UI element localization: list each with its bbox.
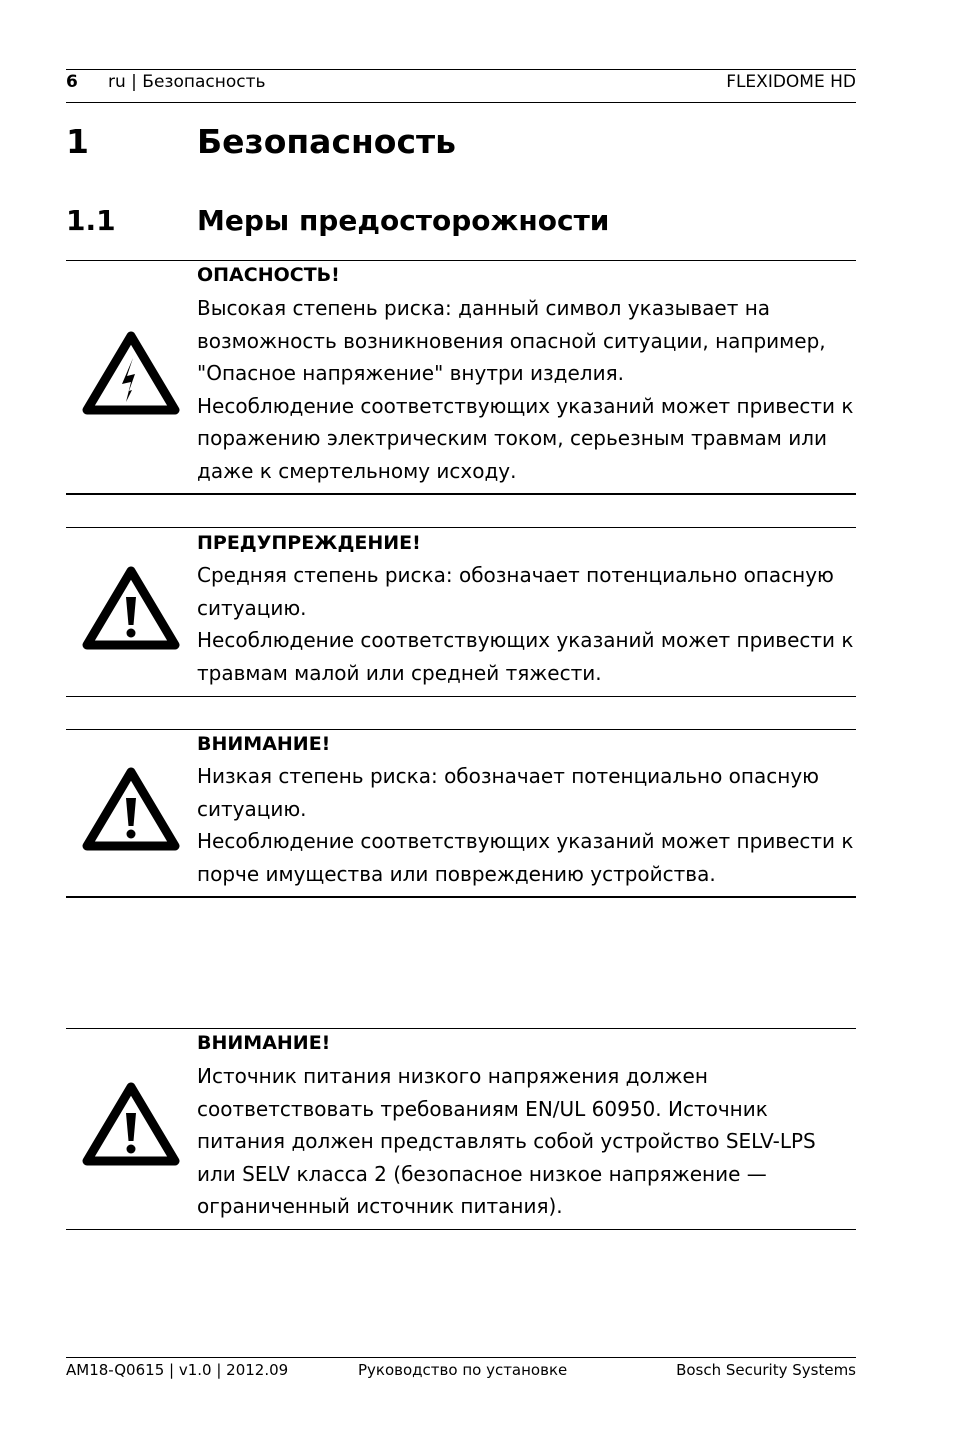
- notice-bottom-rule: [66, 493, 856, 495]
- notice-line: Несоблюдение соответствующих указаний может привести к: [197, 829, 854, 854]
- document-id: AM18-Q0615 | v1.0 | 2012.09: [66, 1361, 289, 1379]
- notice-bottom-rule: [66, 896, 856, 898]
- notice-line: питания должен представлять собой устройство SELV-LPS: [197, 1129, 816, 1154]
- notice-line: ситуацию.: [197, 796, 307, 821]
- section-number: 1.1: [66, 204, 116, 237]
- notice-line: соответствовать требованиям EN/UL 60950. Источник: [197, 1096, 768, 1121]
- notice-line: порче имущества или повреждению устройства.: [197, 861, 716, 886]
- notice-line: ограниченный источник питания).: [197, 1194, 563, 1219]
- header-top-rule: [66, 69, 856, 70]
- notice-body: [197, 559, 857, 689]
- notice-line: даже к смертельному исходу.: [197, 458, 517, 483]
- notice-line: Средняя степень риска: обозначает потенциально опасную: [197, 563, 834, 587]
- notice-top-rule: [66, 527, 856, 528]
- company-name: Bosch Security Systems: [676, 1361, 856, 1379]
- notice-line: Источник питания низкого напряжения должен: [197, 1064, 708, 1088]
- notice-body: [197, 760, 857, 890]
- section-title: Меры предосторожности: [197, 204, 610, 237]
- notice-bottom-rule: [66, 696, 856, 697]
- notice-line: возможность возникновения опасной ситуации, например,: [197, 328, 826, 353]
- notice-line: Низкая степень риска: обозначает потенциально опасную: [197, 764, 819, 788]
- page-number: 6: [66, 72, 78, 92]
- notice-line: Несоблюдение соответствующих указаний может привести к: [197, 393, 854, 418]
- footer-rule: [66, 1357, 856, 1358]
- notice-line: Высокая степень риска: данный символ указывает на: [197, 296, 771, 320]
- notice-title: ВНИМАНИЕ!: [197, 1032, 331, 1054]
- notice-body: [197, 292, 857, 488]
- notice-top-rule: [66, 729, 856, 730]
- notice-title: ПРЕДУПРЕЖДЕНИЕ!: [197, 532, 421, 554]
- product-name: FLEXIDOME HD: [726, 72, 856, 92]
- notice-title: ОПАСНОСТЬ!: [197, 264, 340, 286]
- notice-line: поражению электрическим током, серьезным травмам или: [197, 426, 827, 451]
- breadcrumb: ru | Безопасность: [108, 72, 266, 92]
- notice-line: Несоблюдение соответствующих указаний может привести к: [197, 628, 854, 653]
- notice-line: ситуацию.: [197, 595, 307, 620]
- caution-icon: [80, 1079, 182, 1169]
- header-bottom-rule: [66, 102, 856, 103]
- caution-icon: [80, 764, 182, 854]
- notice-title: ВНИМАНИЕ!: [197, 733, 331, 755]
- notice-line: травмам малой или средней тяжести.: [197, 660, 602, 685]
- notice-body: [197, 1060, 857, 1223]
- high-voltage-icon: [80, 328, 182, 418]
- notice-line: "Опасное напряжение" внутри изделия.: [197, 361, 624, 386]
- notice-bottom-rule: [66, 1229, 856, 1230]
- document-type: Руководство по установке: [358, 1361, 568, 1379]
- chapter-number: 1: [66, 122, 89, 161]
- notice-line: или SELV класса 2 (безопасное низкое напряжение —: [197, 1161, 767, 1186]
- notice-top-rule: [66, 1028, 856, 1029]
- chapter-title: Безопасность: [197, 122, 457, 161]
- warning-icon: [80, 563, 182, 653]
- notice-top-rule: [66, 260, 856, 261]
